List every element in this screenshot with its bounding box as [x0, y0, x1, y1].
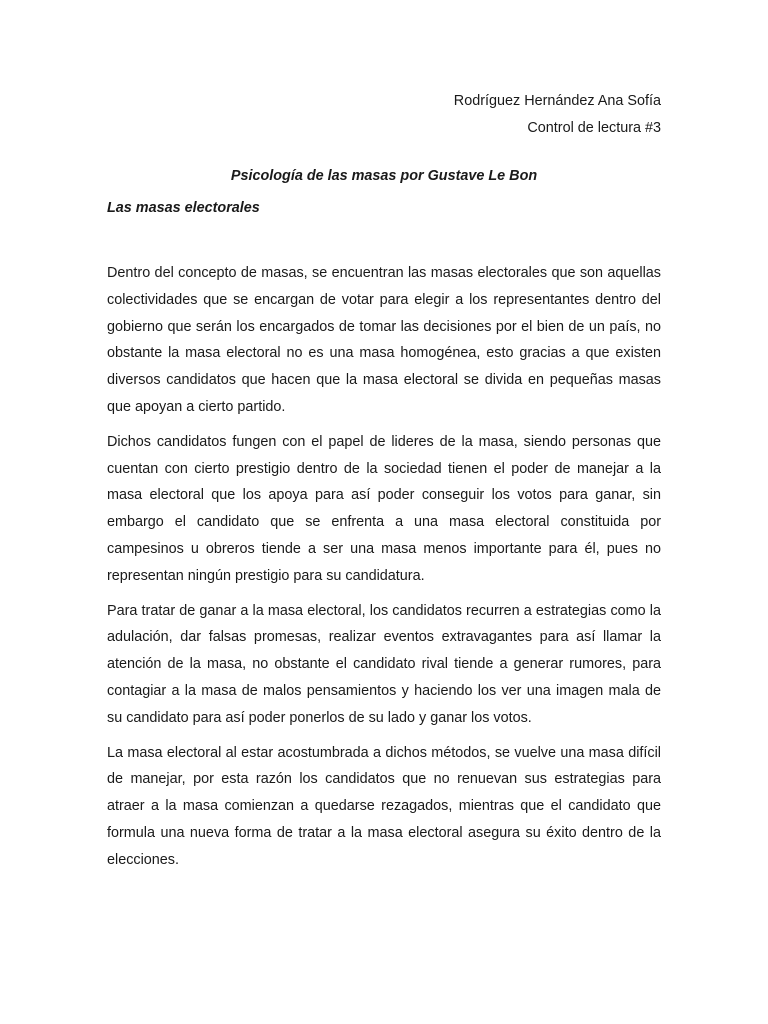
document-body	[107, 260, 661, 874]
paragraph: Dichos candidatos fungen con el papel de lideres de la masa, siendo personas que cuentan con cierto prestigio dentro de la sociedad tienen el poder de manejar a la masa electoral que los apoya para así poder conseguir los votos para ganar, sin embargo el candidato que se enfrenta a una masa electoral constituida por campesinos u obreros tiende a ser una masa menos importante para él, pues no representan ningún prestigio para su candidatura.	[107, 433, 661, 584]
author-name: Rodríguez Hernández Ana Sofía	[453, 93, 661, 109]
paragraph: La masa electoral al estar acostumbrada a dichos métodos, se vuelve una masa difícil de manejar, por esta razón los candidatos que no renuevan sus estrategias para atraer a la masa comienzan a quedarse rezagados, mientras que el candidato que formula una nueva forma de tratar a la masa electoral asegura su éxito dentro de la elecciones.	[107, 744, 661, 868]
paragraph: Dentro del concepto de masas, se encuentran las masas electorales que son aquellas colectividades que se encargan de votar para elegir a los representantes dentro del gobierno que serán los encargados de tomar las decisiones por el bien de un país, no obstante la masa electoral no es una masa homogénea, esto gracias a que existen diversos candidatos que hacen que la masa electoral se divida en pequeñas masas que apoyan a cierto partido.	[107, 265, 661, 415]
document-title: Psicología de las masas por Gustave Le Bon	[230, 168, 538, 184]
assignment-label: Control de lectura #3	[527, 120, 661, 136]
paragraph: Para tratar de ganar a la masa electoral, los candidatos recurren a estrategias como la adulación, dar falsas promesas, realizar eventos extravagantes para así llamar la atención de la masa, no obstante el candidato rival tiende a generar rumores, para contagiar a la masa de malos pensamientos y haciendo los ver una imagen mala de su candidato para así poder ponerlos de su lado y ganar los votos.	[107, 602, 661, 726]
document-page	[107, 88, 661, 882]
section-subtitle: Las masas electorales	[107, 200, 260, 216]
